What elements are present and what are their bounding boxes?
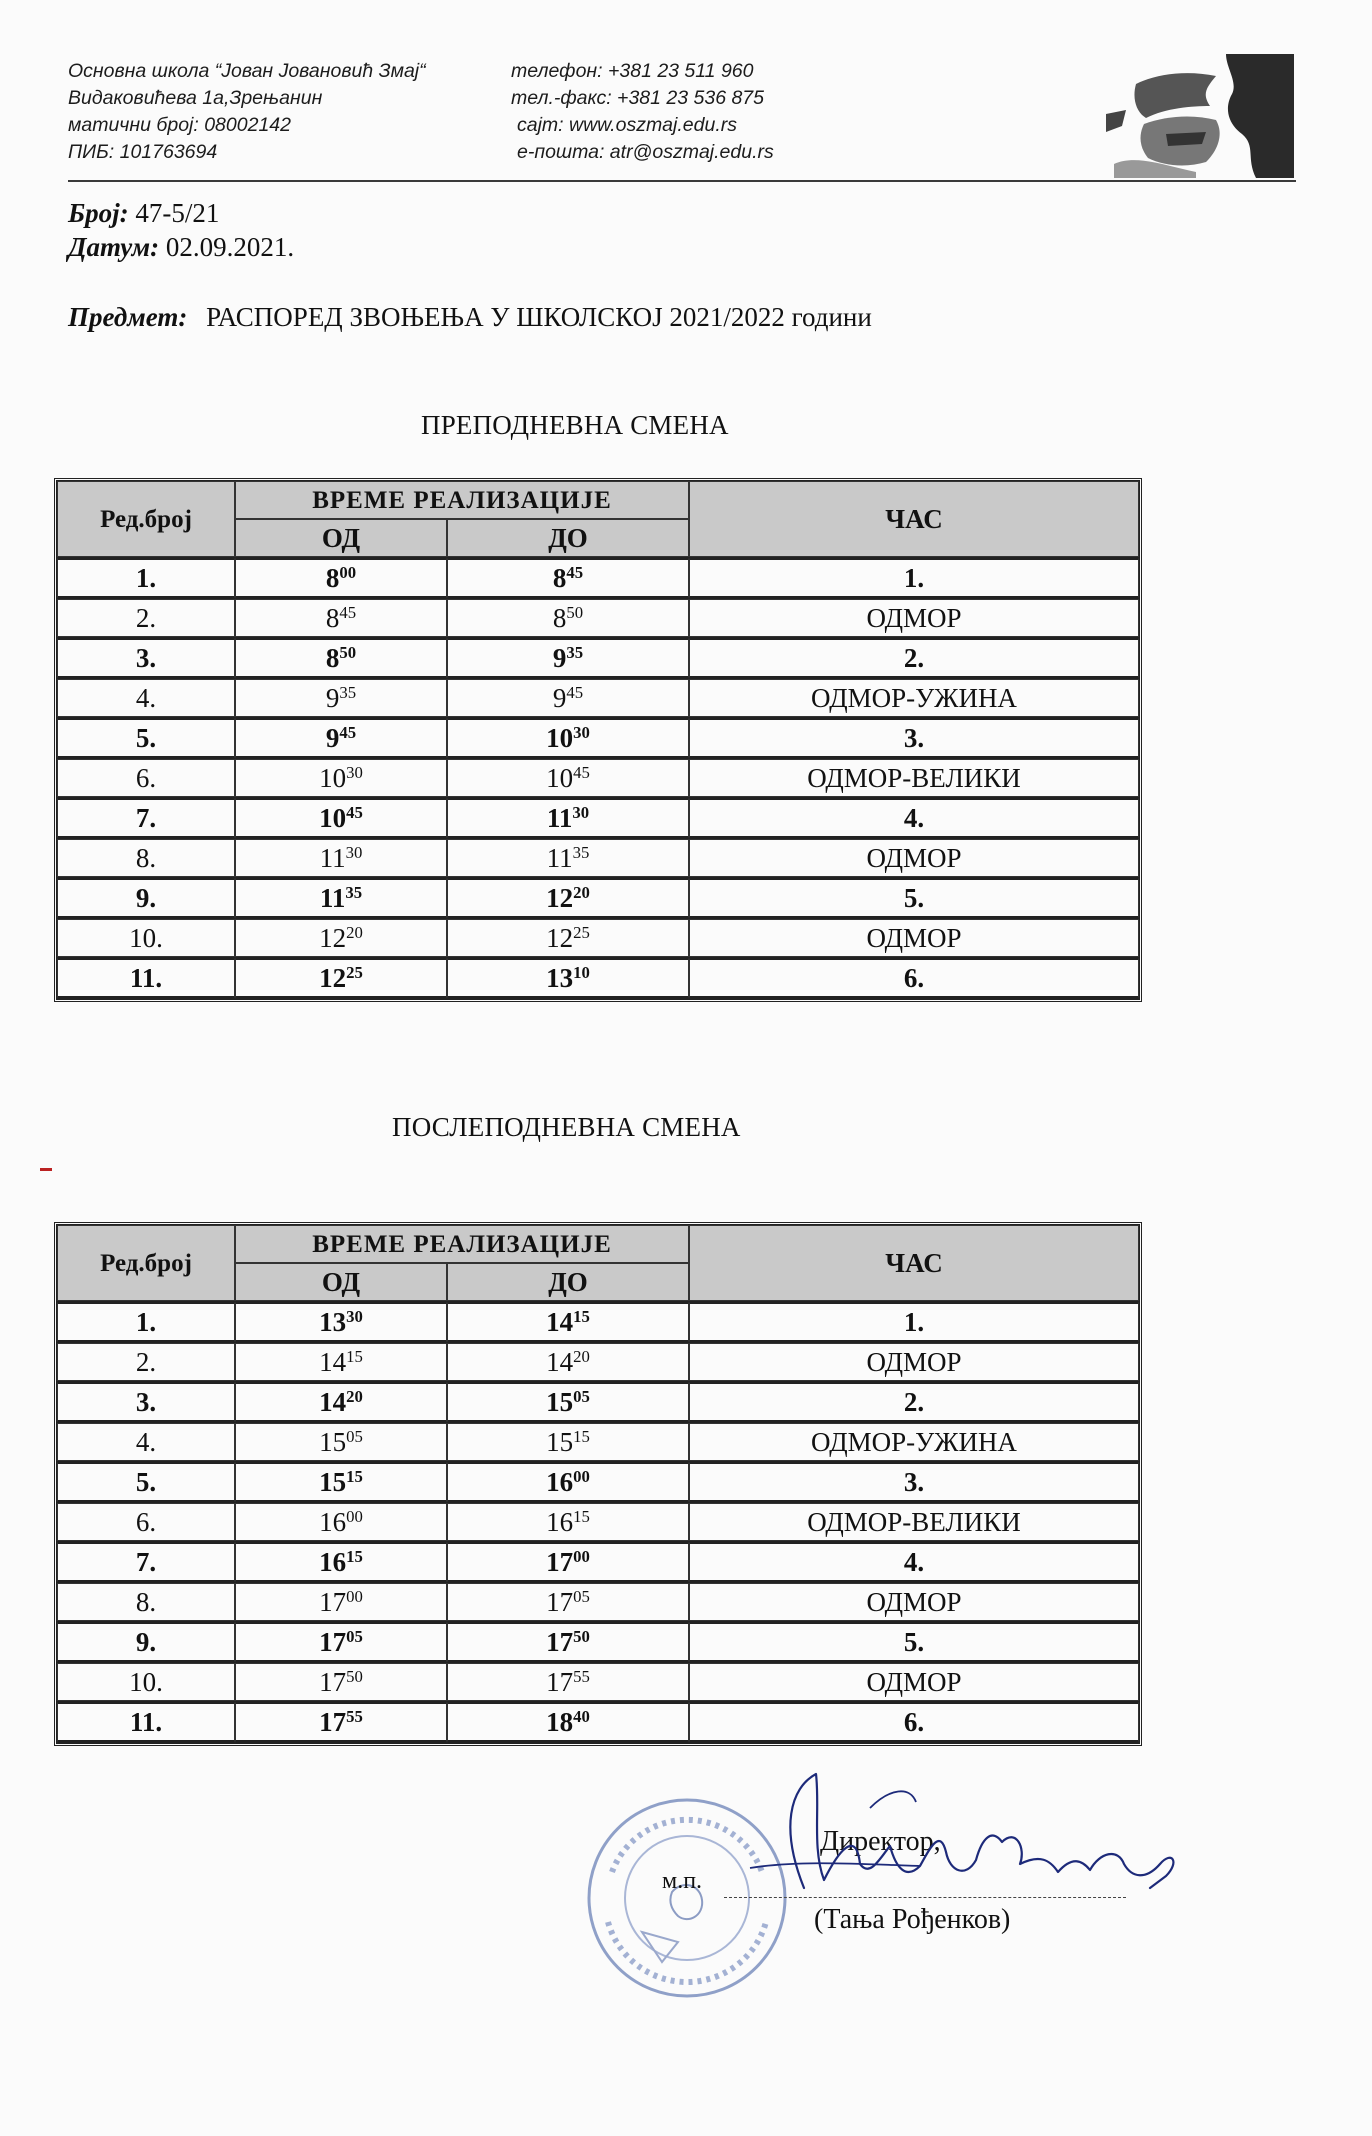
row-number: 9.	[57, 877, 235, 919]
time-from-minute: 50	[346, 1666, 363, 1686]
school-website[interactable]: сајт: www.oszmaj.edu.rs	[517, 114, 737, 136]
table-row	[57, 1503, 1139, 1541]
time-from	[235, 717, 447, 759]
time-to	[447, 919, 689, 957]
time-to	[447, 1461, 689, 1503]
time-to-hour: 15	[546, 1426, 574, 1457]
afternoon-schedule-body	[57, 1301, 1139, 1743]
time-to-hour: 8	[552, 602, 567, 633]
time-from-hour: 11	[319, 842, 346, 873]
period-label: ОДМОР	[689, 1343, 1139, 1381]
letterhead-right	[511, 58, 774, 166]
period-label: ОДМОР	[689, 919, 1139, 957]
time-to-minute: 30	[573, 722, 590, 742]
row-number: 1.	[57, 1301, 235, 1343]
time-to	[447, 877, 689, 919]
time-from-minute: 35	[345, 882, 363, 902]
time-from-hour: 17	[319, 1626, 347, 1657]
row-number: 1.	[57, 557, 235, 599]
time-to-minute: 30	[572, 802, 590, 822]
time-to-hour: 11	[546, 842, 573, 873]
time-from-minute: 00	[339, 562, 357, 582]
time-to	[447, 679, 689, 717]
time-to-hour: 12	[546, 882, 574, 913]
document-number	[68, 196, 294, 230]
period-label: 1.	[689, 557, 1139, 599]
time-from	[235, 1423, 447, 1461]
time-to	[447, 1541, 689, 1583]
time-from-hour: 14	[319, 1386, 347, 1417]
stamp-label: м.п.	[662, 1868, 703, 1894]
period-label: 2.	[689, 1381, 1139, 1423]
row-number: 5.	[57, 717, 235, 759]
row-number: 9.	[57, 1621, 235, 1663]
col-header-to: ДО	[447, 1263, 689, 1301]
document-date	[68, 230, 294, 264]
table-row	[57, 1663, 1139, 1701]
time-from	[235, 1701, 447, 1743]
time-to-minute: 25	[573, 922, 590, 942]
period-label: 4.	[689, 797, 1139, 839]
row-number: 4.	[57, 1423, 235, 1461]
table-row	[57, 637, 1139, 679]
time-from	[235, 1621, 447, 1663]
time-to-hour: 15	[546, 1386, 574, 1417]
time-from	[235, 679, 447, 717]
table-row	[57, 1381, 1139, 1423]
col-header-time: ВРЕМЕ РЕАЛИЗАЦИЈЕ	[235, 1225, 689, 1263]
time-to-hour: 14	[546, 1346, 574, 1377]
time-from	[235, 1583, 447, 1621]
table-row	[57, 1541, 1139, 1583]
time-to-minute: 05	[573, 1586, 590, 1606]
document-number-label: Број:	[68, 198, 129, 228]
time-from	[235, 877, 447, 919]
document-subject	[68, 302, 872, 333]
time-from-hour: 17	[319, 1706, 347, 1737]
row-number: 8.	[57, 839, 235, 877]
time-from-hour: 12	[319, 962, 347, 993]
time-to-minute: 15	[573, 1306, 590, 1326]
document-subject-label: Предмет:	[68, 302, 188, 332]
period-label: ОДМОР	[689, 1663, 1139, 1701]
row-number: 10.	[57, 919, 235, 957]
period-label: 6.	[689, 957, 1139, 999]
time-to	[447, 1663, 689, 1701]
period-label: 5.	[689, 877, 1139, 919]
time-to	[447, 1621, 689, 1663]
letterhead-divider	[68, 180, 1296, 182]
school-name: Основна школа “Јован Јовановић Змај“	[68, 60, 426, 82]
time-to-minute: 50	[573, 1626, 590, 1646]
letterhead-left	[68, 58, 426, 166]
time-to-hour: 9	[552, 682, 567, 713]
table-row	[57, 839, 1139, 877]
time-from-minute: 45	[339, 722, 357, 742]
row-number: 5.	[57, 1461, 235, 1503]
time-to-minute: 00	[573, 1466, 590, 1486]
col-header-period: ЧАС	[689, 1225, 1139, 1301]
time-from-hour: 13	[319, 1306, 347, 1337]
period-label: ОДМОР-ВЕЛИКИ	[689, 1503, 1139, 1541]
time-to-hour: 12	[546, 922, 574, 953]
time-to	[447, 1583, 689, 1621]
table-row	[57, 1621, 1139, 1663]
time-from	[235, 1301, 447, 1343]
time-to-hour: 11	[546, 802, 573, 833]
time-from-hour: 16	[319, 1506, 347, 1537]
time-from-hour: 15	[319, 1466, 347, 1497]
afternoon-schedule-table	[54, 1222, 1142, 1746]
time-from-hour: 17	[319, 1666, 347, 1697]
period-label: ОДМОР	[689, 839, 1139, 877]
time-to-minute: 10	[573, 962, 590, 982]
period-label: 3.	[689, 717, 1139, 759]
time-from	[235, 557, 447, 599]
table-row	[57, 797, 1139, 839]
table-row	[57, 557, 1139, 599]
document-subject-value: РАСПОРЕД ЗВОЊЕЊА У ШКОЛСКОЈ 2021/2022 години	[206, 302, 872, 332]
time-from-hour: 8	[325, 602, 340, 633]
time-to-hour: 10	[546, 762, 574, 793]
time-to-minute: 15	[573, 1506, 590, 1526]
time-to-minute: 05	[573, 1386, 590, 1406]
time-from-minute: 05	[346, 1426, 363, 1446]
row-number: 11.	[57, 957, 235, 999]
time-to	[447, 1381, 689, 1423]
time-from-hour: 9	[325, 722, 340, 753]
handwritten-signature-icon	[720, 1768, 1190, 1918]
time-to	[447, 797, 689, 839]
table-row	[57, 1423, 1139, 1461]
time-to-minute: 35	[572, 842, 590, 862]
morning-shift-title: ПРЕПОДНЕВНА СМЕНА	[421, 410, 729, 440]
row-number: 6.	[57, 1503, 235, 1541]
time-to	[447, 1343, 689, 1381]
row-number: 10.	[57, 1663, 235, 1701]
period-label: ОДМОР-УЖИНА	[689, 1423, 1139, 1461]
table-row	[57, 877, 1139, 919]
director-name: (Тања Рођенков)	[814, 1904, 1011, 1935]
time-from-hour: 10	[319, 802, 347, 833]
table-row	[57, 1583, 1139, 1621]
time-to-hour: 17	[546, 1666, 574, 1697]
col-header-from: ОД	[235, 519, 447, 557]
time-from-minute: 05	[346, 1626, 363, 1646]
time-to-minute: 00	[573, 1546, 590, 1566]
time-from-hour: 8	[325, 642, 340, 673]
time-from-hour: 14	[319, 1346, 347, 1377]
period-label: ОДМОР-ВЕЛИКИ	[689, 759, 1139, 797]
school-email[interactable]: е-пошта: atr@oszmaj.edu.rs	[517, 141, 774, 163]
period-label: ОДМОР	[689, 1583, 1139, 1621]
time-to-minute: 40	[573, 1706, 590, 1726]
period-label: 2.	[689, 637, 1139, 679]
row-number: 7.	[57, 1541, 235, 1583]
row-number: 4.	[57, 679, 235, 717]
school-fax: тел.-факс: +381 23 536 875	[511, 87, 764, 109]
time-to	[447, 599, 689, 637]
time-from-minute: 35	[339, 682, 357, 702]
time-from	[235, 1343, 447, 1381]
time-from-hour: 16	[319, 1546, 347, 1577]
time-from	[235, 599, 447, 637]
time-to-minute: 50	[566, 602, 584, 622]
time-from	[235, 957, 447, 999]
period-label: 3.	[689, 1461, 1139, 1503]
time-to-hour: 16	[546, 1466, 574, 1497]
time-to	[447, 839, 689, 877]
time-from-minute: 15	[346, 1346, 363, 1366]
time-from	[235, 1541, 447, 1583]
time-to	[447, 637, 689, 679]
period-label: 1.	[689, 1301, 1139, 1343]
row-number: 11.	[57, 1701, 235, 1743]
col-header-from: ОД	[235, 1263, 447, 1301]
time-to-hour: 17	[546, 1546, 574, 1577]
time-to-minute: 55	[573, 1666, 590, 1686]
table-row	[57, 759, 1139, 797]
time-from-minute: 30	[346, 762, 363, 782]
afternoon-shift-title: ПОСЛЕПОДНЕВНА СМЕНА	[392, 1112, 741, 1142]
time-to	[447, 1701, 689, 1743]
col-header-to: ДО	[447, 519, 689, 557]
time-from-hour: 11	[319, 882, 346, 913]
time-to-minute: 20	[573, 882, 590, 902]
table-row	[57, 1701, 1139, 1743]
time-from-hour: 15	[319, 1426, 347, 1457]
table-row	[57, 717, 1139, 759]
time-to-minute: 45	[573, 762, 590, 782]
time-from-hour: 10	[319, 762, 347, 793]
time-to-hour: 18	[546, 1706, 574, 1737]
time-from-hour: 12	[319, 922, 347, 953]
time-from-minute: 55	[346, 1706, 363, 1726]
school-pib: ПИБ: 101763694	[68, 141, 218, 163]
period-label: 5.	[689, 1621, 1139, 1663]
time-to	[447, 1503, 689, 1541]
time-to	[447, 717, 689, 759]
time-from	[235, 759, 447, 797]
portrait-logo-icon	[1106, 54, 1294, 178]
time-to	[447, 557, 689, 599]
time-to	[447, 759, 689, 797]
morning-schedule-table	[54, 478, 1142, 1002]
time-to-hour: 9	[552, 642, 567, 673]
time-to-minute: 15	[573, 1426, 590, 1446]
time-to-hour: 13	[546, 962, 574, 993]
director-title: Директор,	[820, 1826, 941, 1857]
row-number: 2.	[57, 599, 235, 637]
time-from-minute: 30	[346, 1306, 363, 1326]
table-row	[57, 599, 1139, 637]
time-from	[235, 1461, 447, 1503]
time-to-minute: 45	[566, 682, 584, 702]
time-to-hour: 8	[552, 562, 567, 593]
time-to	[447, 1301, 689, 1343]
time-from	[235, 1381, 447, 1423]
document-number-value: 47-5/21	[135, 198, 220, 228]
time-from-minute: 50	[339, 642, 357, 662]
time-from-minute: 00	[346, 1586, 363, 1606]
time-from-minute: 20	[346, 922, 363, 942]
time-to-minute: 35	[566, 642, 584, 662]
time-from-minute: 45	[346, 802, 363, 822]
period-label: 6.	[689, 1701, 1139, 1743]
time-from	[235, 839, 447, 877]
table-row	[57, 919, 1139, 957]
time-to-minute: 45	[566, 562, 584, 582]
row-number: 8.	[57, 1583, 235, 1621]
time-from	[235, 1503, 447, 1541]
school-phone: телефон: +381 23 511 960	[511, 60, 754, 82]
document-date-label: Датум:	[68, 232, 160, 262]
col-header-num: Ред.број	[57, 481, 235, 557]
row-number: 7.	[57, 797, 235, 839]
period-label: ОДМОР-УЖИНА	[689, 679, 1139, 717]
time-from-minute: 00	[346, 1506, 363, 1526]
col-header-num: Ред.број	[57, 1225, 235, 1301]
row-number: 2.	[57, 1343, 235, 1381]
table-row	[57, 679, 1139, 717]
letterhead	[68, 58, 1288, 178]
col-header-period: ЧАС	[689, 481, 1139, 557]
time-to-hour: 17	[546, 1626, 574, 1657]
time-from-minute: 25	[346, 962, 363, 982]
time-from-minute: 15	[346, 1546, 363, 1566]
time-to-hour: 17	[546, 1586, 574, 1617]
row-number: 3.	[57, 1381, 235, 1423]
document-date-value: 02.09.2021.	[165, 232, 295, 262]
time-from-minute: 20	[346, 1386, 363, 1406]
col-header-time: ВРЕМЕ РЕАЛИЗАЦИЈЕ	[235, 481, 689, 519]
time-from	[235, 1663, 447, 1701]
scan-mark	[40, 1168, 52, 1171]
time-to	[447, 1423, 689, 1461]
time-from-hour: 9	[325, 682, 340, 713]
table-row	[57, 1343, 1139, 1381]
time-from-minute: 15	[346, 1466, 363, 1486]
period-label: 4.	[689, 1541, 1139, 1583]
time-to	[447, 957, 689, 999]
table-row	[57, 1301, 1139, 1343]
time-from-minute: 30	[345, 842, 363, 862]
time-to-hour: 16	[546, 1506, 574, 1537]
time-from-minute: 45	[339, 602, 357, 622]
row-number: 6.	[57, 759, 235, 797]
time-to-hour: 10	[546, 722, 574, 753]
period-label: ОДМОР	[689, 599, 1139, 637]
school-address: Видаковићева 1а,Зрењанин	[68, 87, 323, 109]
time-from	[235, 637, 447, 679]
row-number: 3.	[57, 637, 235, 679]
school-reg-number: матични број: 08002142	[68, 114, 291, 136]
table-row	[57, 957, 1139, 999]
document-meta	[68, 196, 294, 264]
time-from-hour: 17	[319, 1586, 347, 1617]
time-to-hour: 14	[546, 1306, 574, 1337]
table-row	[57, 1461, 1139, 1503]
time-from	[235, 797, 447, 839]
time-from	[235, 919, 447, 957]
time-from-hour: 8	[325, 562, 340, 593]
morning-schedule-body	[57, 557, 1139, 999]
time-to-minute: 20	[573, 1346, 590, 1366]
